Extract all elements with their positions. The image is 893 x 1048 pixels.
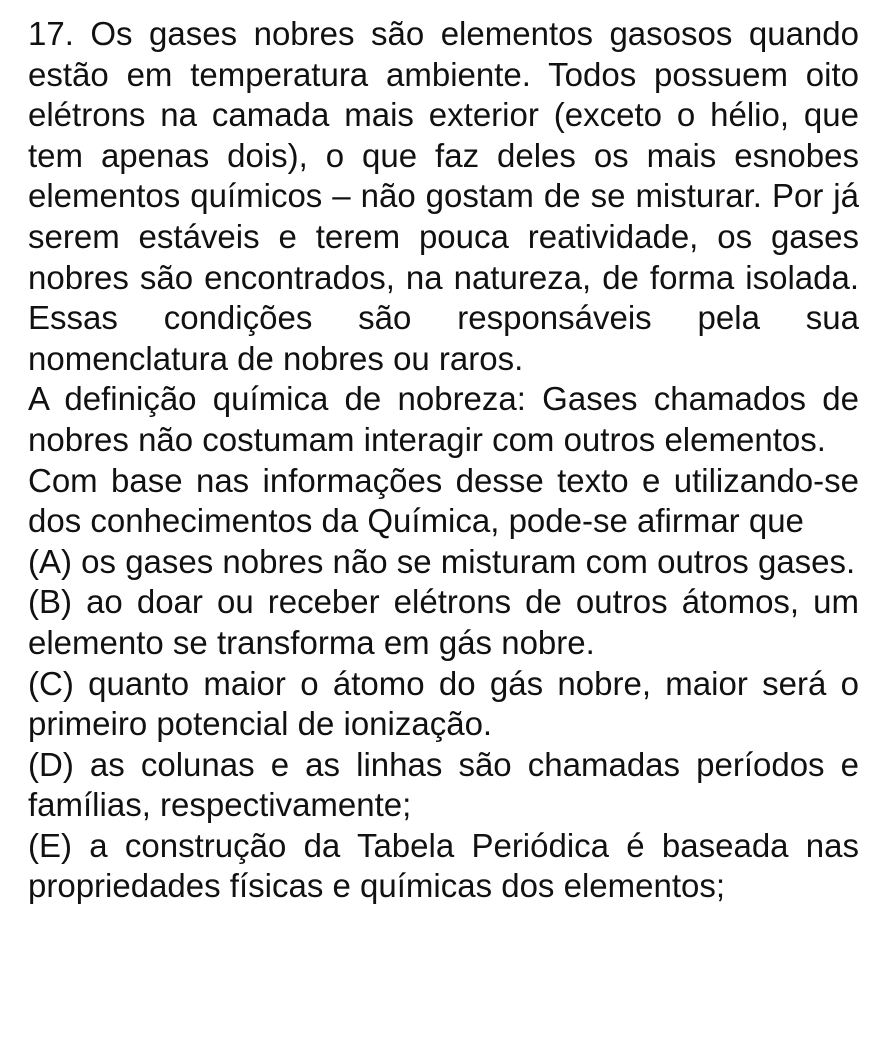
prompt-paragraph: Com base nas informações desse texto e utilizando-se dos conhecimentos da Química, pode-se afirmar que — [28, 461, 859, 540]
option-e-text: a construção da Tabela Periódica é baseada nas propriedades físicas e químicas dos elementos; — [28, 826, 859, 905]
option-b — [28, 582, 859, 663]
intro-paragraph — [28, 14, 859, 379]
definition-paragraph: A definição química de nobreza: Gases chamados de nobres não costumam interagir com outros elementos. — [28, 380, 859, 458]
option-a-letter: (A) — [28, 542, 72, 580]
option-b-text: ao doar ou receber elétrons de outros átomos, um elemento se transforma em gás nobre. — [28, 583, 859, 661]
option-a-text: os gases nobres não se misturam com outros gases. — [81, 542, 856, 580]
option-d-letter: (D) — [28, 745, 74, 783]
option-d — [28, 745, 859, 826]
option-c-text: quanto maior o átomo do gás nobre, maior será o primeiro potencial de ionização. — [28, 664, 859, 743]
option-e — [28, 826, 859, 907]
option-e-letter: (E) — [28, 826, 72, 864]
intro-text: Os gases nobres são elementos gasosos quando estão em temperatura ambiente. Todos possuem oito elétrons na camada mais exterior (exceto o hélio, que tem apenas dois), o que faz deles os mais esnobes elementos químicos – não gostam de se misturar. Por já serem estáveis e terem pouca reatividade, os gases nobres são encontrados, na natureza, de forma isolada. Essas condições são responsáveis pela sua nomenclatura de nobres ou raros. — [28, 15, 859, 377]
question-number: 17. — [28, 15, 74, 52]
option-b-letter: (B) — [28, 583, 72, 621]
option-c-letter: (C) — [28, 664, 74, 702]
option-c — [28, 664, 859, 745]
option-d-text: as colunas e as linhas são chamadas períodos e famílias, respectivamente; — [28, 745, 860, 824]
option-a — [28, 542, 859, 583]
